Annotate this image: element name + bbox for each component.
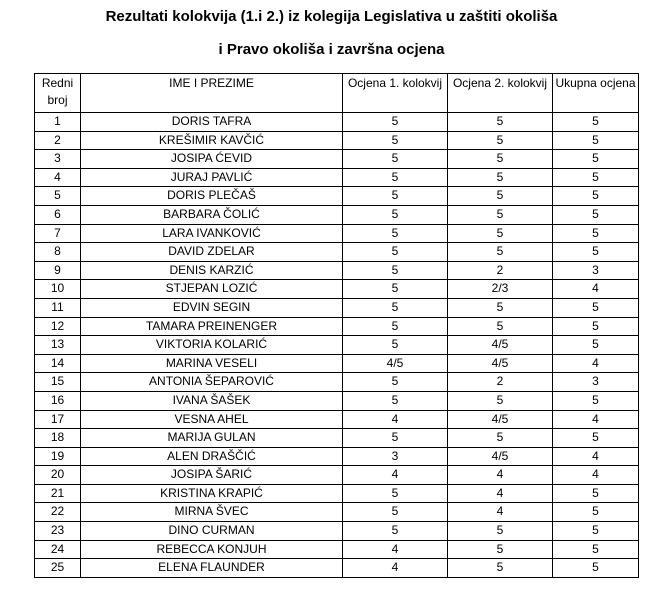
cell-final-grade: 5 [553,391,639,410]
table-row [35,131,639,150]
cell-colloquium-2: 5 [448,113,553,132]
cell-final-grade: 5 [553,224,639,243]
cell-colloquium-1: 5 [343,131,448,150]
cell-colloquium-2: 4/5 [448,336,553,355]
cell-number: 25 [35,559,81,578]
cell-name: VIKTORIA KOLARIĆ [81,336,343,355]
cell-number: 1 [35,113,81,132]
cell-final-grade: 5 [553,503,639,522]
cell-name: DORIS TAFRA [81,113,343,132]
cell-final-grade: 5 [553,243,639,262]
cell-name: KRISTINA KRAPIĆ [81,484,343,503]
cell-final-grade: 3 [553,373,639,392]
cell-number: 8 [35,243,81,262]
cell-colloquium-2: 5 [448,187,553,206]
cell-number: 18 [35,429,81,448]
cell-name: DAVID ZDELAR [81,243,343,262]
cell-name: JOSIPA ĆEVID [81,150,343,169]
cell-name: MARIJA GULAN [81,429,343,448]
cell-number: 20 [35,466,81,485]
cell-final-grade: 3 [553,261,639,280]
table-row [35,373,639,392]
cell-final-grade: 5 [553,317,639,336]
cell-colloquium-2: 5 [448,131,553,150]
table-row [35,298,639,317]
cell-name: ALEN DRAŠČIĆ [81,447,343,466]
cell-final-grade: 5 [553,205,639,224]
header-final-grade: Ukupna ocjena [553,74,639,113]
cell-colloquium-2: 5 [448,540,553,559]
cell-colloquium-1: 4/5 [343,354,448,373]
table-row [35,559,639,578]
cell-name: ELENA FLAUNDER [81,559,343,578]
cell-name: MARINA VESELI [81,354,343,373]
table-row [35,224,639,243]
cell-number: 9 [35,261,81,280]
table-row [35,522,639,541]
cell-name: JOSIPA ŠARIĆ [81,466,343,485]
cell-name: IVANA ŠAŠEK [81,391,343,410]
table-row [35,187,639,206]
cell-final-grade: 5 [553,113,639,132]
cell-number: 3 [35,150,81,169]
cell-final-grade: 5 [553,298,639,317]
cell-colloquium-2: 5 [448,150,553,169]
table-row [35,354,639,373]
cell-colloquium-1: 5 [343,187,448,206]
cell-name: STJEPAN LOZIĆ [81,280,343,299]
cell-colloquium-2: 2 [448,373,553,392]
cell-name: LARA IVANKOVIĆ [81,224,343,243]
cell-final-grade: 5 [553,429,639,448]
cell-colloquium-2: 5 [448,317,553,336]
cell-colloquium-2: 4/5 [448,447,553,466]
header-name: IME I PREZIME [81,74,343,113]
cell-number: 11 [35,298,81,317]
cell-number: 10 [35,280,81,299]
cell-colloquium-2: 5 [448,205,553,224]
cell-number: 23 [35,522,81,541]
cell-colloquium-2: 5 [448,429,553,448]
table-row [35,317,639,336]
cell-colloquium-2: 5 [448,522,553,541]
table-row [35,168,639,187]
cell-colloquium-2: 5 [448,391,553,410]
table-row [35,113,639,132]
cell-colloquium-1: 4 [343,466,448,485]
table-row [35,150,639,169]
cell-colloquium-1: 5 [343,522,448,541]
cell-colloquium-1: 5 [343,280,448,299]
cell-number: 14 [35,354,81,373]
cell-colloquium-1: 3 [343,447,448,466]
cell-final-grade: 5 [553,522,639,541]
table-row [35,503,639,522]
cell-number: 6 [35,205,81,224]
cell-colloquium-2: 2/3 [448,280,553,299]
cell-name: TAMARA PREINENGER [81,317,343,336]
table-row [35,205,639,224]
cell-final-grade: 5 [553,187,639,206]
cell-final-grade: 4 [553,466,639,485]
table-row [35,466,639,485]
table-row [35,391,639,410]
cell-colloquium-1: 5 [343,298,448,317]
cell-number: 22 [35,503,81,522]
cell-number: 16 [35,391,81,410]
cell-colloquium-2: 5 [448,224,553,243]
cell-colloquium-1: 5 [343,224,448,243]
cell-number: 7 [35,224,81,243]
cell-colloquium-1: 5 [343,261,448,280]
cell-number: 12 [35,317,81,336]
cell-name: ANTONIA ŠEPAROVIĆ [81,373,343,392]
cell-name: REBECCA KONJUH [81,540,343,559]
cell-name: BARBARA ČOLIĆ [81,205,343,224]
cell-number: 4 [35,168,81,187]
cell-number: 13 [35,336,81,355]
cell-final-grade: 5 [553,559,639,578]
cell-colloquium-1: 5 [343,205,448,224]
header-colloquium-1: Ocjena 1. kolokvij [343,74,448,113]
cell-colloquium-1: 5 [343,503,448,522]
cell-colloquium-1: 4 [343,540,448,559]
cell-final-grade: 5 [553,168,639,187]
cell-name: EDVIN SEGIN [81,298,343,317]
cell-colloquium-1: 5 [343,336,448,355]
cell-final-grade: 4 [553,410,639,429]
cell-number: 24 [35,540,81,559]
cell-colloquium-2: 4 [448,466,553,485]
cell-colloquium-1: 4 [343,559,448,578]
cell-number: 21 [35,484,81,503]
cell-number: 2 [35,131,81,150]
cell-number: 19 [35,447,81,466]
cell-final-grade: 5 [553,336,639,355]
cell-colloquium-2: 2 [448,261,553,280]
cell-final-grade: 5 [553,150,639,169]
cell-number: 15 [35,373,81,392]
cell-colloquium-1: 5 [343,484,448,503]
cell-colloquium-1: 5 [343,391,448,410]
cell-name: DORIS PLEČAŠ [81,187,343,206]
cell-number: 17 [35,410,81,429]
table-row [35,410,639,429]
cell-colloquium-2: 5 [448,243,553,262]
document-title: Rezultati kolokvija (1.i 2.) iz kolegija Legislativa u zaštiti okoliša [105,8,558,25]
header-number: Redni broj [35,74,81,113]
table-row [35,540,639,559]
cell-number: 5 [35,187,81,206]
cell-colloquium-1: 5 [343,113,448,132]
cell-name: DINO CURMAN [81,522,343,541]
results-table [34,73,639,578]
table-row [35,429,639,448]
cell-colloquium-1: 5 [343,317,448,336]
table-row [35,261,639,280]
table-row [35,280,639,299]
cell-colloquium-1: 5 [343,150,448,169]
results-table-header [35,74,639,113]
cell-colloquium-2: 4/5 [448,410,553,429]
cell-colloquium-2: 5 [448,168,553,187]
table-row [35,336,639,355]
cell-name: DENIS KARZIĆ [81,261,343,280]
cell-name: JURAJ PAVLIĆ [81,168,343,187]
cell-final-grade: 4 [553,447,639,466]
cell-colloquium-1: 5 [343,373,448,392]
cell-final-grade: 4 [553,354,639,373]
cell-final-grade: 5 [553,131,639,150]
cell-colloquium-1: 5 [343,243,448,262]
cell-final-grade: 5 [553,540,639,559]
cell-colloquium-2: 4 [448,503,553,522]
cell-colloquium-1: 4 [343,410,448,429]
cell-colloquium-1: 5 [343,168,448,187]
cell-colloquium-2: 5 [448,559,553,578]
cell-colloquium-2: 4/5 [448,354,553,373]
header-row [35,74,639,113]
cell-name: KREŠIMIR KAVČIĆ [81,131,343,150]
document-subtitle: i Pravo okoliša i završna ocjena [218,41,445,58]
cell-final-grade: 4 [553,280,639,299]
table-row [35,484,639,503]
results-table-body [35,113,639,578]
header-colloquium-2: Ocjena 2. kolokvij [448,74,553,113]
cell-colloquium-1: 5 [343,429,448,448]
cell-colloquium-2: 5 [448,298,553,317]
cell-name: MIRNA ŠVEC [81,503,343,522]
table-row [35,447,639,466]
table-row [35,243,639,262]
cell-colloquium-2: 4 [448,484,553,503]
cell-final-grade: 5 [553,484,639,503]
cell-name: VESNA AHEL [81,410,343,429]
